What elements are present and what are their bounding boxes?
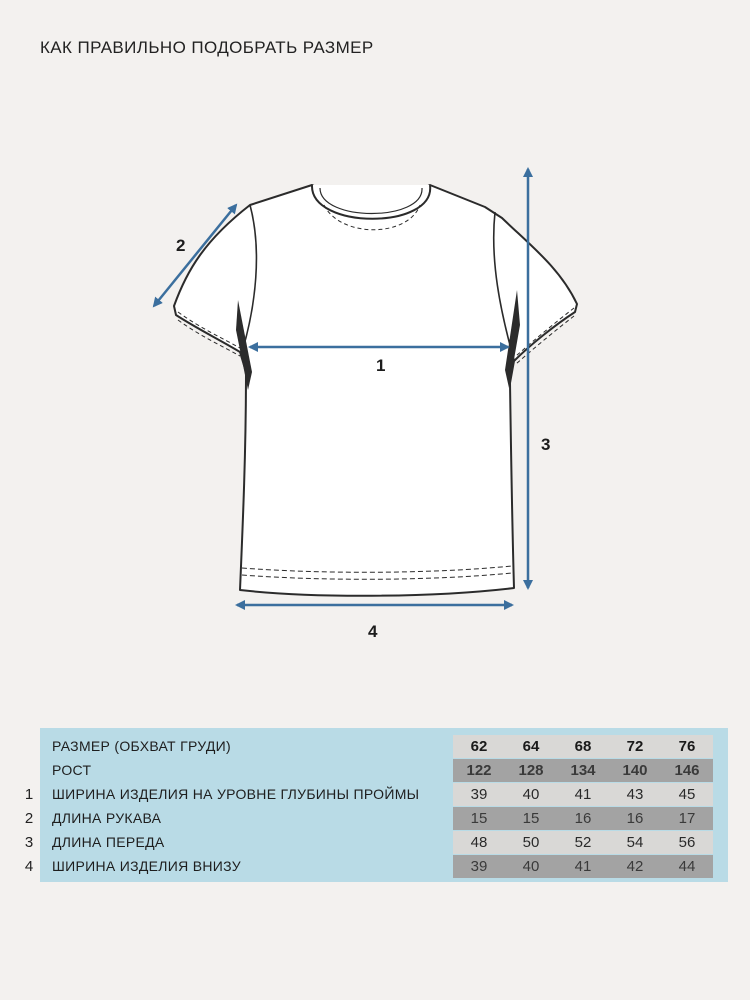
table-cell: 62 xyxy=(470,738,488,755)
table-cell: 44 xyxy=(678,858,696,875)
table-row-height xyxy=(40,759,728,782)
measure-1-label: 1 xyxy=(376,356,386,375)
table-cell: 134 xyxy=(570,762,596,779)
row-number: 3 xyxy=(24,834,34,851)
row-number: 2 xyxy=(24,810,34,827)
table-row-chest-width xyxy=(40,783,728,806)
tshirt-outline xyxy=(174,185,577,596)
page-title: КАК ПРАВИЛЬНО ПОДОБРАТЬ РАЗМЕР xyxy=(40,38,374,57)
measure-4-label: 4 xyxy=(368,622,378,641)
table-cell: 72 xyxy=(626,738,644,755)
table-cell: 15 xyxy=(522,810,540,827)
table-cell: 42 xyxy=(626,858,644,875)
table-cell: 76 xyxy=(678,738,696,755)
table-row-front-length xyxy=(40,831,728,854)
table-cell: 40 xyxy=(522,786,540,803)
table-cell: 41 xyxy=(574,786,592,803)
table-cell: 41 xyxy=(574,858,592,875)
table-cell: 15 xyxy=(470,810,488,827)
table-cell: 68 xyxy=(574,738,592,755)
table-cell: 48 xyxy=(470,834,488,851)
table-cell: 64 xyxy=(522,738,540,755)
table-cell: 122 xyxy=(466,762,492,779)
row-label: РОСТ xyxy=(52,762,92,778)
table-cell: 50 xyxy=(522,834,540,851)
size-table xyxy=(40,728,728,882)
table-cell: 16 xyxy=(574,810,592,827)
table-row-sleeve-length xyxy=(40,807,728,830)
table-cell: 56 xyxy=(678,834,696,851)
table-cell: 140 xyxy=(622,762,648,779)
table-cell: 128 xyxy=(518,762,544,779)
row-label: РАЗМЕР (ОБХВАТ ГРУДИ) xyxy=(52,738,231,754)
table-cell: 16 xyxy=(626,810,644,827)
row-label: ДЛИНА ПЕРЕДА xyxy=(52,834,165,850)
row-label: ДЛИНА РУКАВА xyxy=(52,810,162,826)
table-row-size xyxy=(40,735,728,758)
table-cell: 52 xyxy=(574,834,592,851)
table-cell: 43 xyxy=(626,786,644,803)
table-cell: 39 xyxy=(470,786,488,803)
table-cell: 45 xyxy=(678,786,696,803)
row-label: ШИРИНА ИЗДЕЛИЯ ВНИЗУ xyxy=(52,858,241,874)
measure-3-label: 3 xyxy=(541,435,551,454)
table-cell: 40 xyxy=(522,858,540,875)
measure-2-label: 2 xyxy=(176,236,186,255)
table-cell: 54 xyxy=(626,834,644,851)
table-cell: 39 xyxy=(470,858,488,875)
row-label: ШИРИНА ИЗДЕЛИЯ НА УРОВНЕ ГЛУБИНЫ ПРОЙМЫ xyxy=(52,786,420,802)
table-cell: 17 xyxy=(678,810,696,827)
table-cell: 146 xyxy=(674,762,700,779)
table-row-bottom-width xyxy=(40,855,728,878)
row-number: 4 xyxy=(24,858,34,875)
row-number: 1 xyxy=(24,786,34,803)
